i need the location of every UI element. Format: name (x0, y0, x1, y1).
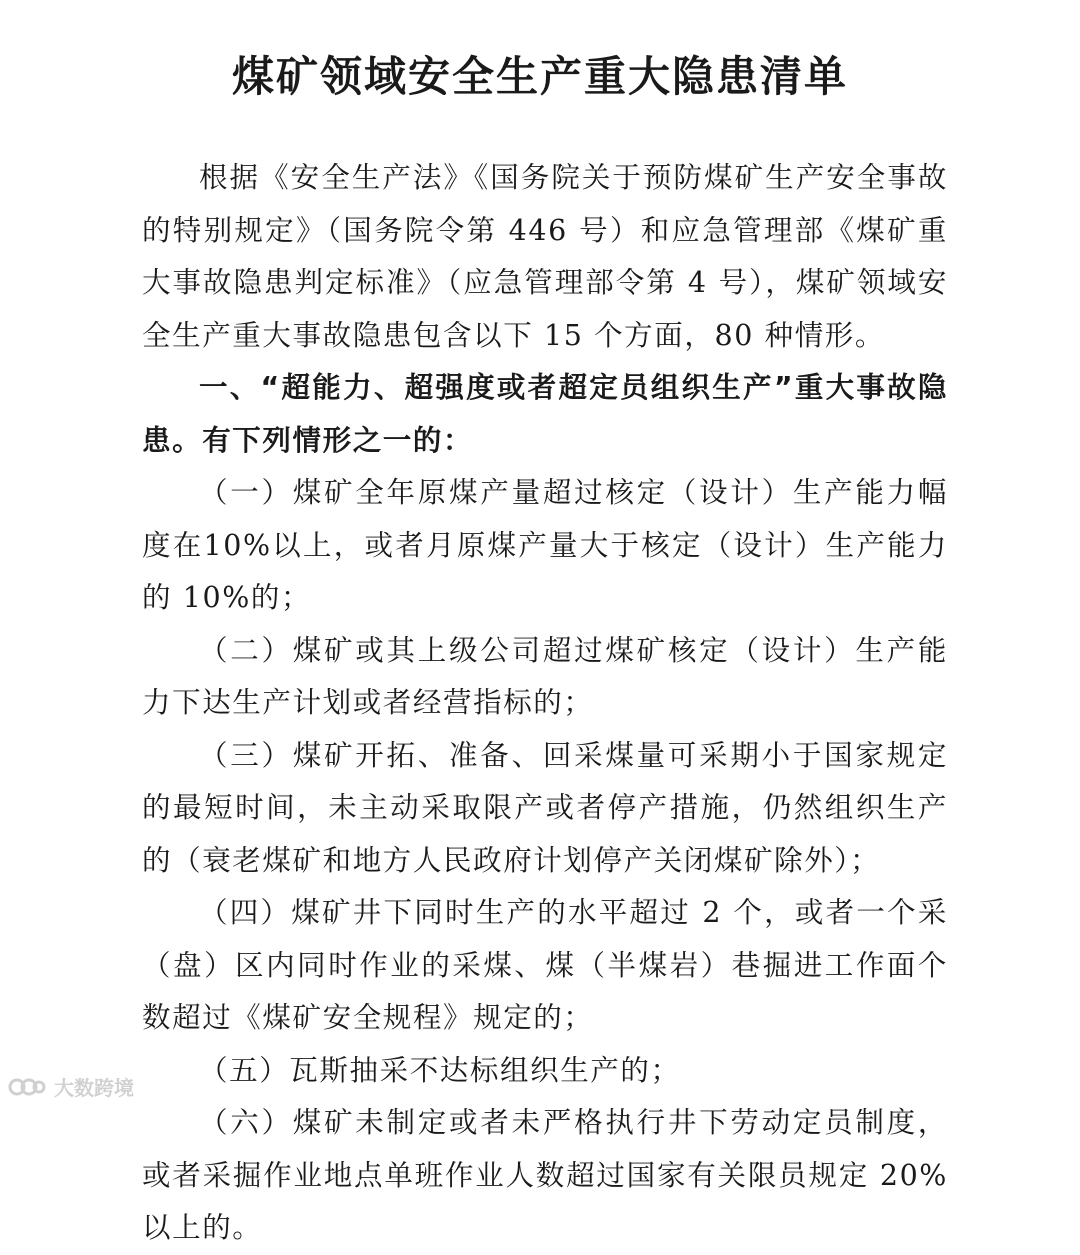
document-title: 煤矿领域安全生产重大隐患清单 (231, 52, 848, 101)
watermark-text: 大数跨境 (54, 1076, 134, 1100)
section-heading: 一、“超能力、超强度或者超定员组织生产”重大事故隐患。有下列情形之一的： (142, 371, 948, 457)
list-item-6: （六）煤矿未制定或者未严格执行井下劳动定员制度，或者采掘作业地点单班作业人数超过国家有关限员规定 20%以上的。 (142, 1106, 948, 1244)
list-item-2: （二）煤矿或其上级公司超过煤矿核定（设计）生产能力下达生产计划或者经营指标的； (142, 633, 948, 719)
intro-paragraph: 根据《安全生产法》《国务院关于预防煤矿生产安全事故的特别规定》（国务院令第 446 号）和应急管理部《煤矿重大事故隐患判定标准》（应急管理部令第 4 号），煤矿领域安全生产重大事故隐患包含以下 15 个方面，80 种情形。 (142, 161, 948, 352)
list-item-4: （四）煤矿井下同时生产的水平超过 2 个，或者一个采（盘）区内同时作业的采煤、煤（半煤岩）巷掘进工作面个数超过《煤矿安全规程》规定的； (142, 896, 948, 1034)
document-body (142, 152, 948, 1255)
logo-icon (8, 1073, 48, 1101)
watermark (8, 1072, 134, 1101)
list-item-1: （一）煤矿全年原煤产量超过核定（设计）生产能力幅度在10%以上，或者月原煤产量大于核定（设计）生产能力的 10%的； (142, 476, 948, 614)
list-item-5: （五）瓦斯抽采不达标组织生产的； (199, 1053, 681, 1087)
list-item-3: （三）煤矿开拓、准备、回采煤量可采期小于国家规定的最短时间，未主动采取限产或者停产措施，仍然组织生产的（衰老煤矿和地方人民政府计划停产关闭煤矿除外）； (142, 738, 948, 877)
